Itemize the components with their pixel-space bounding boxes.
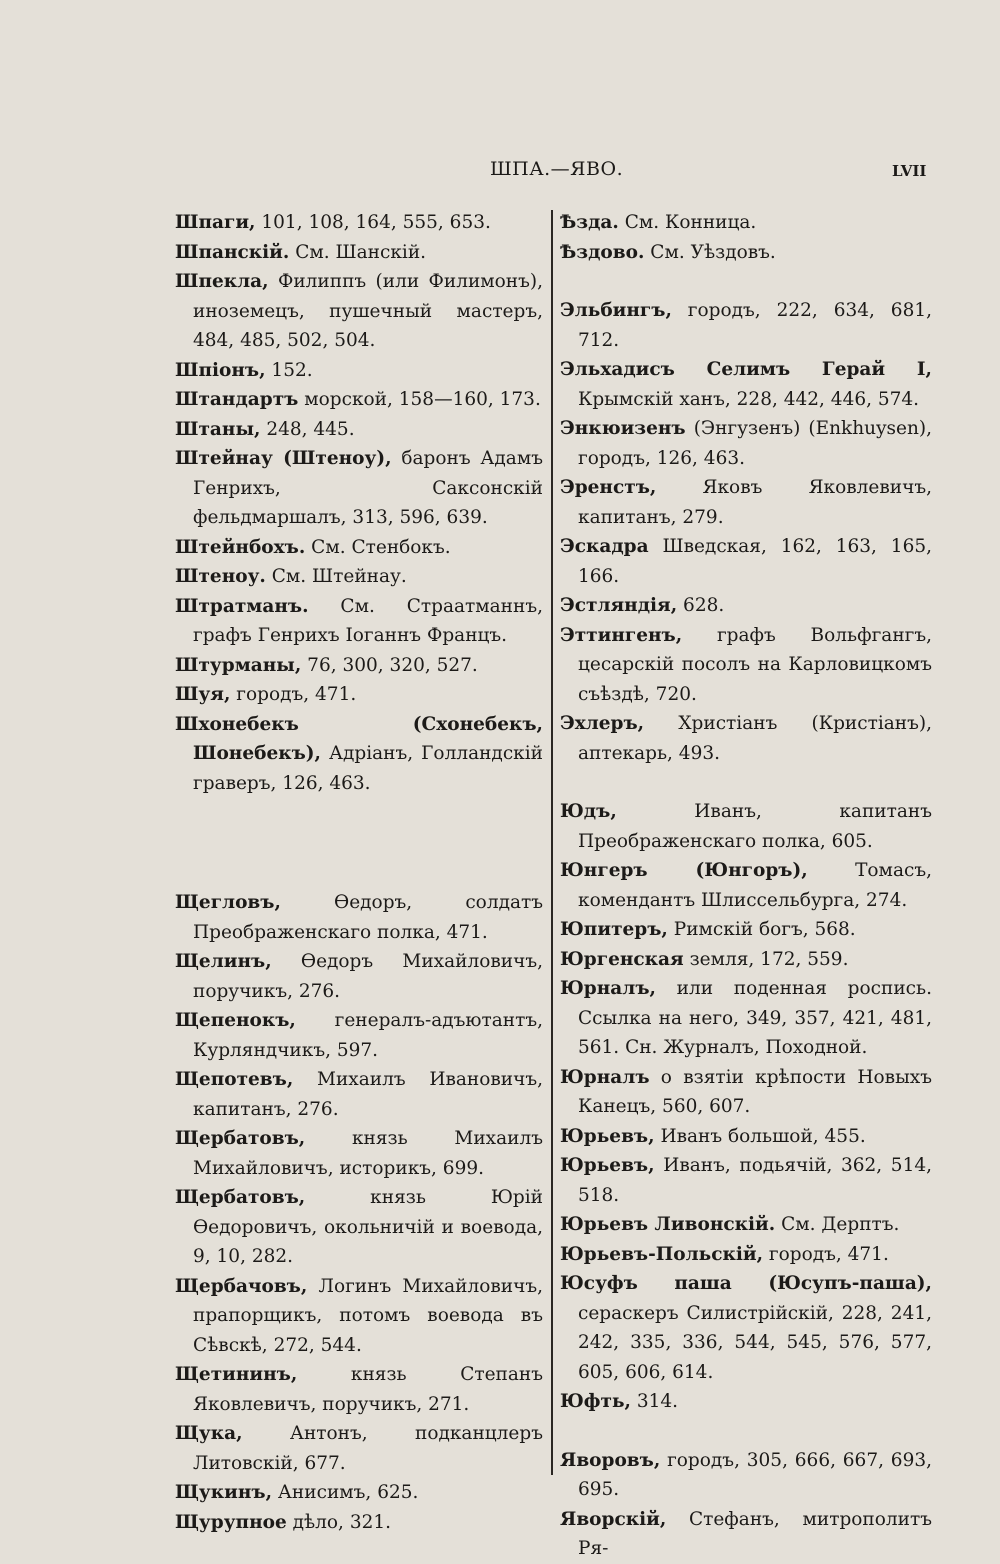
entry-text: сераскеръ Силистрійскій, 228, 241, 242, 335, 336, 544, 545, 576, 577, 605, 606, 614. — [578, 1302, 932, 1383]
index-entry — [560, 1387, 932, 1417]
index-entry — [560, 208, 932, 238]
entry-headword: Щурупное — [175, 1511, 287, 1533]
entry-text: князь Юрій Өедоровичъ, окольничій и воевода, 9, 10, 282. — [193, 1187, 543, 1267]
entry-headword: Штейнбохъ. — [175, 536, 306, 558]
index-entry — [560, 1122, 932, 1152]
entry-headword: Эттингенъ, — [560, 624, 683, 646]
index-entry — [175, 680, 543, 710]
entry-text: или поденная роспись. Ссылка на него, 349, 357, 421, 481, 561. Сн. Журналъ, Походной. — [578, 978, 932, 1058]
entry-headword: Штаны, — [175, 418, 261, 440]
entry-text: генералъ-адъютантъ, Курляндчикъ, 597. — [193, 1010, 543, 1061]
entry-text: дѣло, 321. — [286, 1511, 392, 1533]
index-entry — [560, 296, 932, 355]
entry-text: Михаилъ Ивановичъ, капитанъ, 276. — [193, 1069, 543, 1120]
entry-headword: Щукинъ, — [175, 1482, 273, 1503]
entry-headword: Юнгеръ (Юнгоръ), — [560, 860, 808, 881]
right-index-column — [560, 208, 932, 1564]
entry-headword: Юрьевъ-Польскій, — [560, 1243, 764, 1265]
entry-text: См. Дерптъ. — [775, 1214, 900, 1235]
entry-headword: Юфть, — [560, 1391, 631, 1412]
index-entry — [175, 1508, 543, 1538]
index-entry — [560, 591, 932, 621]
entry-headword: Шуя, — [175, 684, 231, 705]
entry-text: 314. — [630, 1391, 679, 1412]
entry-headword: Ѣздово. — [560, 241, 645, 263]
index-entry — [175, 238, 543, 268]
entry-text: городъ, 471. — [230, 684, 357, 705]
entry-text: Крымскій ханъ, 228, 442, 446, 574. — [578, 388, 920, 410]
entry-headword: Эстляндія, — [560, 595, 678, 616]
entry-headword: Шпанскій. — [175, 241, 290, 263]
entry-text: 248, 445. — [260, 418, 355, 440]
entry-headword: Эхлеръ, — [560, 713, 645, 734]
entry-headword: Эренстъ, — [560, 477, 657, 498]
index-entry — [560, 1210, 932, 1240]
index-entry — [175, 592, 543, 651]
page-number: LVII — [892, 162, 927, 180]
entry-text: Шведская, 162, 163, 165, 166. — [578, 536, 932, 587]
entry-headword: Эльхадисъ Селимъ Герай I, — [560, 359, 932, 380]
index-entry — [560, 238, 932, 268]
entry-text: Өедоръ, солдатъ Преображенскаго полка, 471. — [193, 892, 543, 943]
index-entry — [560, 532, 932, 591]
index-entry — [560, 974, 932, 1063]
entry-headword: Яворовъ, — [560, 1449, 661, 1471]
index-entry — [175, 356, 543, 386]
running-header: ШПА.—ЯВО. — [490, 158, 624, 180]
index-entry — [560, 797, 932, 856]
index-entry — [560, 414, 932, 473]
entry-headword: Ѣзда. — [560, 212, 619, 233]
entry-headword: Штейнау (Штеноу), — [175, 448, 392, 469]
entry-headword: Штеноу. — [175, 566, 266, 587]
index-entry — [560, 856, 932, 915]
index-entry — [560, 945, 932, 975]
section-gap — [560, 768, 932, 797]
entry-text: См. Стенбокъ. — [305, 536, 451, 558]
index-entry — [175, 385, 543, 415]
section-gap — [175, 798, 543, 888]
index-entry — [175, 533, 543, 563]
entry-headword: Шпіонъ, — [175, 359, 266, 381]
entry-headword: Шпаги, — [175, 212, 256, 233]
index-entry — [560, 709, 932, 768]
index-entry — [175, 947, 543, 1006]
entry-headword: Юрналъ, — [560, 978, 656, 999]
entry-headword: Эскадра — [560, 536, 649, 557]
entry-headword: Щербатовъ, — [175, 1128, 306, 1149]
entry-text: Өедоръ Михайловичъ, поручикъ, 276. — [193, 951, 543, 1002]
entry-text: См. Страатманнъ, графъ Генрихъ Іоганнъ Францъ. — [193, 595, 543, 646]
entry-headword: Щепотевъ, — [175, 1069, 294, 1090]
entry-headword: Эльбингъ, — [560, 300, 672, 321]
entry-headword: Яворскій, — [560, 1508, 667, 1530]
entry-headword: Щетининъ, — [175, 1364, 298, 1385]
entry-headword: Щербачовъ, — [175, 1275, 308, 1297]
column-divider — [551, 210, 553, 1475]
entry-text: графъ Вольфгангъ, цесарскій посолъ на Карловицкомъ съѣздѣ, 720. — [578, 624, 932, 705]
index-entry — [175, 1360, 543, 1419]
index-entry — [560, 1063, 932, 1122]
index-entry — [175, 1419, 543, 1478]
entry-text: 101, 108, 164, 555, 653. — [255, 212, 491, 233]
entry-text: См. Конница. — [618, 212, 757, 233]
entry-text: Томасъ, комендантъ Шлиссельбурга, 274. — [578, 860, 932, 911]
entry-text: См. Штейнау. — [265, 566, 407, 587]
index-entry — [560, 1269, 932, 1387]
entry-headword: Штандартъ — [175, 389, 299, 410]
index-entry — [560, 355, 932, 414]
left-index-column — [175, 208, 543, 1537]
index-entry — [175, 1124, 543, 1183]
index-entry — [175, 1065, 543, 1124]
entry-text: См. Шанскій. — [289, 241, 427, 263]
index-entry — [175, 710, 543, 799]
entry-text: 152. — [265, 359, 313, 381]
index-entry — [175, 888, 543, 947]
entry-text: Иванъ, капитанъ Преображенскаго полка, 605. — [578, 801, 932, 852]
entry-headword: Щербатовъ, — [175, 1187, 306, 1208]
index-entry — [175, 651, 543, 681]
entry-headword: Юсуфъ паша (Юсупъ-паша), — [560, 1273, 932, 1294]
entry-headword: Щепенокъ, — [175, 1010, 296, 1031]
entry-text: 628. — [677, 595, 725, 616]
entry-text: Стефанъ, митрополитъ Ря- — [578, 1508, 932, 1559]
entry-text: князь Михаилъ Михайловичъ, историкъ, 699. — [193, 1128, 543, 1179]
entry-text: Логинъ Михайловичъ, прапорщикъ, потомъ воевода въ Сѣвскѣ, 272, 544. — [193, 1275, 543, 1356]
index-entry — [175, 1478, 543, 1508]
index-entry — [175, 1272, 543, 1361]
entry-headword: Штурманы, — [175, 654, 302, 676]
entry-headword: Юдъ, — [560, 801, 617, 822]
index-entry — [175, 444, 543, 533]
entry-text: Адріанъ, Голландскій граверъ, 126, 463. — [193, 743, 543, 794]
entry-text: (Энгузенъ) (Enkhuysen), городъ, 126, 463. — [578, 418, 932, 469]
entry-text: городъ, 471. — [763, 1243, 889, 1265]
entry-text: Христіанъ (Кристіанъ), аптекарь, 493. — [578, 713, 932, 764]
entry-headword: Шпекла, — [175, 271, 269, 292]
entry-text: земля, 172, 559. — [683, 948, 849, 970]
entry-headword: Штратманъ. — [175, 595, 309, 617]
entry-headword: Щелинъ, — [175, 951, 272, 972]
entry-text: Римскій богъ, 568. — [667, 919, 856, 940]
index-entry — [175, 267, 543, 356]
entry-text: Иванъ большой, 455. — [654, 1125, 866, 1147]
entry-text: 76, 300, 320, 527. — [301, 654, 478, 676]
index-entry — [560, 1151, 932, 1210]
index-entry — [560, 1505, 932, 1564]
entry-headword: Щука, — [175, 1423, 243, 1444]
entry-headword: Щегловъ, — [175, 892, 281, 913]
entry-text: о взятіи крѣпости Новыхъ Канецъ, 560, 607. — [578, 1066, 932, 1117]
entry-text: морской, 158—160, 173. — [298, 389, 541, 410]
entry-text: баронъ Адамъ Генрихъ, Саксонскій фельдмаршалъ, 313, 596, 639. — [193, 448, 543, 528]
index-entry — [560, 473, 932, 532]
index-entry — [175, 415, 543, 445]
index-entry — [175, 208, 543, 238]
index-entry — [560, 621, 932, 710]
entry-headword: Юрьевъ Ливонскій. — [560, 1214, 776, 1235]
entry-text: Анисимъ, 625. — [272, 1482, 419, 1503]
index-entry — [560, 915, 932, 945]
entry-text: Иванъ, подьячій, 362, 514, 518. — [578, 1155, 932, 1206]
index-entry — [175, 562, 543, 592]
entry-text: Яковъ Яковлевичъ, капитанъ, 279. — [578, 477, 932, 528]
section-gap — [560, 1417, 932, 1446]
entry-text: князь Степанъ Яковлевичъ, поручикъ, 271. — [193, 1364, 543, 1415]
section-gap — [560, 267, 932, 296]
entry-headword: Юрьевъ, — [560, 1155, 655, 1176]
entry-headword: Юрналъ — [560, 1066, 650, 1088]
entry-text: Филиппъ (или Филимонъ), иноземецъ, пушечный мастеръ, 484, 485, 502, 504. — [193, 271, 543, 351]
index-entry — [560, 1446, 932, 1505]
entry-text: См. Уѣздовъ. — [644, 241, 776, 263]
entry-headword: Юрьевъ, — [560, 1125, 655, 1147]
index-entry — [560, 1240, 932, 1270]
index-entry — [175, 1006, 543, 1065]
entry-headword: Юргенская — [560, 948, 684, 970]
entry-headword: Юпитеръ, — [560, 919, 668, 940]
entry-text: Антонъ, подканцлеръ Литовскій, 677. — [193, 1423, 543, 1474]
index-entry — [175, 1183, 543, 1272]
entry-headword: Шхонебекъ (Схонебекъ, Шонебекъ), — [175, 713, 543, 764]
entry-text: городъ, 305, 666, 667, 693, 695. — [578, 1449, 932, 1500]
entry-headword: Энкюизенъ — [560, 418, 686, 439]
entry-text: городъ, 222, 634, 681, 712. — [578, 300, 932, 351]
